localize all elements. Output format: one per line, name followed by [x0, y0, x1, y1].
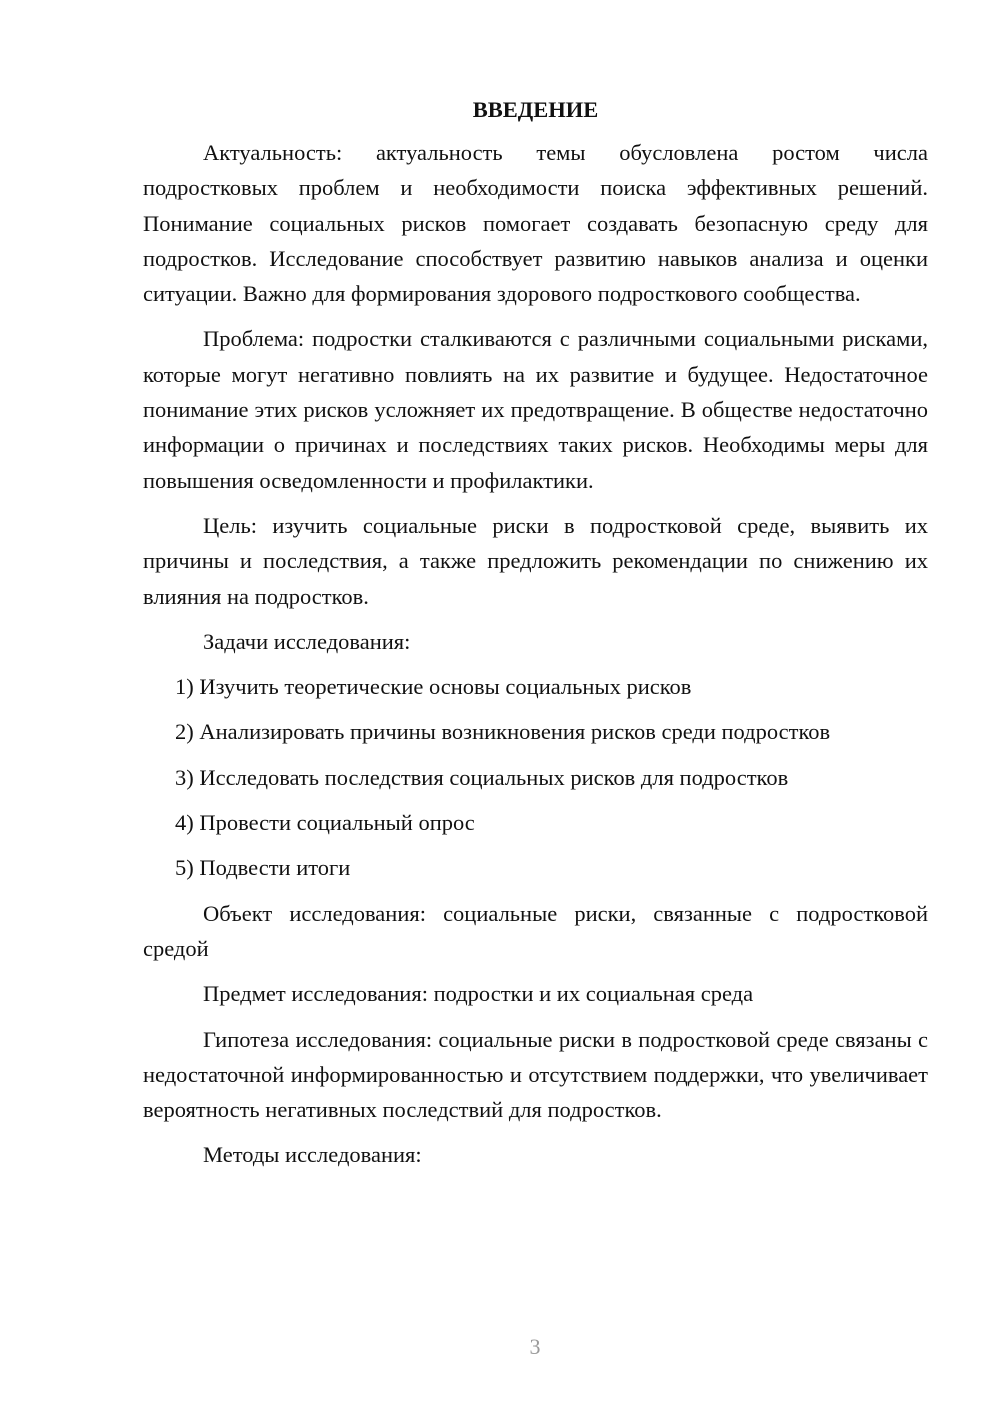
- methods-heading: Методы исследования:: [203, 1142, 422, 1168]
- tasks-list: [143, 669, 928, 885]
- problem-paragraph: Проблема: подростки сталкиваются с различными социальными рисками, которые могут негативно повлиять на их развитие и будущее. Недостаточное понимание этих рисков усложняет их предотвращение. В обществе недостаточно информации о причинах и последствиях таких рисков. Необходимы меры для повышения осведомленности и профилактики.: [143, 326, 928, 493]
- subject-paragraph: Предмет исследования: подростки и их социальная среда: [203, 981, 754, 1007]
- section-title: ВВЕДЕНИЕ: [472, 97, 599, 122]
- list-item: 1) Изучить теоретические основы социальных рисков: [175, 674, 692, 700]
- list-item: 2) Анализировать причины возникновения рисков среди подростков: [175, 719, 831, 745]
- list-item: 4) Провести социальный опрос: [175, 810, 475, 836]
- list-item: 5) Подвести итоги: [175, 855, 351, 881]
- relevance-paragraph: Актуальность: актуальность темы обусловлена ростом числа подростковых проблем и необходимости поиска эффективных решений. Понимание социальных рисков помогает создавать безопасную среду для подростков. Исследование способствует развитию навыков анализа и оценки ситуации. Важно для формирования здорового подросткового сообщества.: [143, 140, 928, 307]
- tasks-heading: Задачи исследования:: [203, 628, 411, 654]
- list-item: 3) Исследовать последствия социальных рисков для подростков: [175, 764, 789, 790]
- object-paragraph: Объект исследования: социальные риски, связанные с подростковой средой: [143, 900, 928, 961]
- page-number: 3: [529, 1334, 541, 1359]
- hypothesis-paragraph: Гипотеза исследования: социальные риски в подростковой среде связаны с недостаточной информированностью и отсутствием поддержки, что увеличивает вероятность негативных последствий для подростков.: [143, 1026, 928, 1123]
- page-content: [143, 92, 928, 1183]
- goal-paragraph: Цель: изучить социальные риски в подростковой среде, выявить их причины и последствия, а также предложить рекомендации по снижению их влияния на подростков.: [143, 512, 928, 609]
